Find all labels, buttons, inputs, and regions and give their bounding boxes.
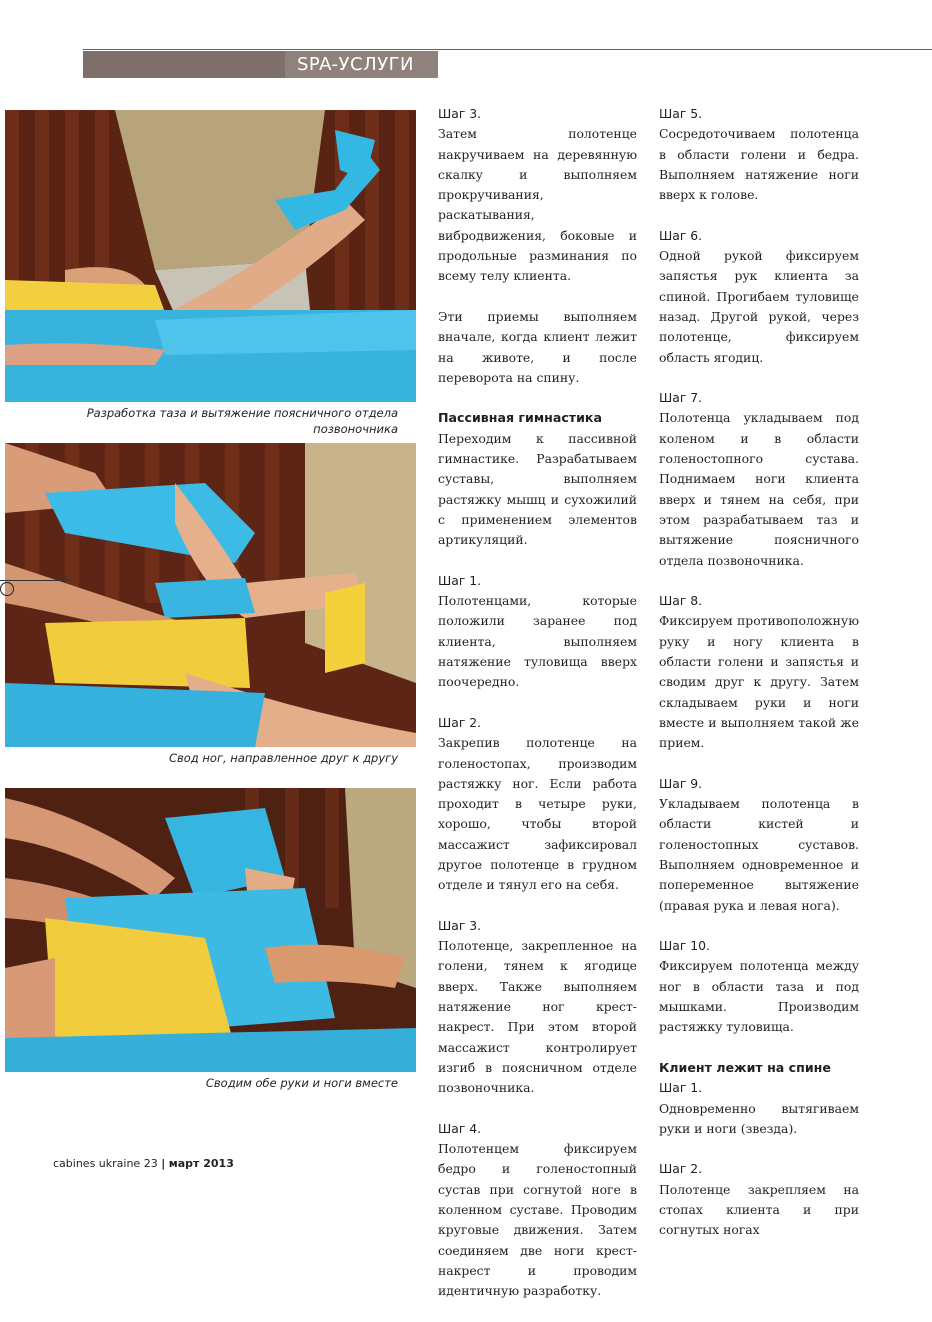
step-text: Укладываем полотенца в области кистей и голеностопных суставов. Выполняем одновременное и попеременное вытяжение (правая рука и левая нога). (659, 796, 859, 913)
step-title: Шаг 9. (659, 775, 703, 791)
step-title: Шаг 2. (438, 714, 482, 730)
issue-date: март 2013 (168, 1157, 234, 1170)
photo-legs-together (5, 443, 416, 747)
step-text: Закрепив полотенце на голеностопах, производим растяжку ног. Если работа проходит в четыре руки, хорошо, чтобы второй массажист зафиксировал другое полотенце в грудном отделе и тянул его на себя. (438, 735, 637, 893)
text-column-1 (438, 104, 637, 1322)
magazine-name: cabines ukraine 23 (53, 1157, 158, 1170)
photo-caption: Разработка таза и вытяжение поясничного отдела позвоночника (86, 406, 398, 436)
paragraph: Эти приемы выполняем вначале, когда клиент лежит на животе, и после переворота на спину. (438, 308, 637, 385)
step-text: Полотенцем фиксируем бедро и голеностопный сустав при согнутой ноге в коленном суставе. Проводим круговые движения. Затем соединяем две ноги крест-накрест и проводим идентичную разработку. (438, 1141, 637, 1299)
text-column-2 (659, 104, 859, 1261)
step-title: Шаг 4. (438, 1120, 482, 1136)
step-title: Шаг 1. (659, 1080, 703, 1096)
step-title: Шаг 2. (659, 1161, 703, 1177)
step-text: Фиксируем полотенца между ног в области таза и под мышками. Производим растяжку туловища. (659, 958, 859, 1035)
photo-caption: Свод ног, направленное друг к другу (168, 751, 398, 765)
step-text: Полотенце, закрепленное на голени, тянем к ягодице вверх. Также выполняем натяжение ног крест-накрест. При этом второй массажист контролирует изгиб в поясничном отделе позвоночника. (438, 938, 637, 1096)
step-title: Шаг 3. (438, 917, 482, 933)
page-footer (53, 1157, 234, 1170)
step-title: Шаг 7. (659, 390, 703, 406)
photo-caption: Сводим обе руки и ноги вместе (205, 1076, 398, 1090)
step-text: Полотенце закрепляем на стопах клиента и при согнутых ногах (659, 1181, 859, 1238)
step-text: Сосредоточиваем полотенца в области голени и бедра. Выполняем натяжение ноги вверх к голове. (659, 126, 859, 203)
step-text: Одной рукой фиксируем запястья рук клиента за спиной. Прогибаем туловище назад. Другой рукой, через полотенце, фиксируем область ягодиц. (659, 248, 859, 365)
step-title: Шаг 6. (659, 227, 703, 243)
step-text: Фиксируем противоположную руку и ногу клиента в области голени и запястья и сводим друг к другу. Затем складываем руки и ноги вместе и выполняем такой же прием. (659, 613, 859, 751)
step-text: Затем полотенце накручиваем на деревянную скалку и выполняем прокручивания, раскатывания, вибродвижения, боковые и продольные разминания по всему телу клиента. (438, 126, 637, 284)
header-bar (83, 51, 285, 78)
photo-pelvis-stretch (5, 110, 416, 402)
step-text: Одновременно вытягиваем руки и ноги (звезда). (659, 1100, 859, 1136)
step-title: Шаг 5. (659, 106, 703, 121)
header-rule (83, 49, 932, 50)
step-title: Шаг 8. (659, 593, 703, 609)
step-text: Полотенцами, которые положили заранее под клиента, выполняем натяжение туловища вверх поочередно. (438, 593, 637, 690)
step-title: Шаг 10. (659, 938, 710, 954)
section-title: SPA-УСЛУГИ (285, 51, 438, 78)
step-title: Шаг 1. (438, 572, 482, 588)
registration-mark-icon (0, 582, 14, 596)
registration-line (0, 580, 70, 581)
footer-separator: | (161, 1157, 166, 1170)
section-heading: Пассивная гимнастика (438, 410, 602, 426)
paragraph: Переходим к пассивной гимнастике. Разрабатываем суставы, выполняем растяжку мышц и сухожилий с применением элементов артикуляций. (438, 430, 637, 548)
photo-arms-legs-together (5, 788, 416, 1072)
section-heading: Клиент лежит на спине (659, 1059, 831, 1075)
step-title: Шаг 3. (438, 106, 482, 121)
step-text: Полотенца укладываем под коленом и в области голеностопного сустава. Поднимаем ноги клиента вверх и тянем на себя, при этом разрабатываем таз и вытяжение поясничного отдела позвоночника. (659, 410, 859, 568)
